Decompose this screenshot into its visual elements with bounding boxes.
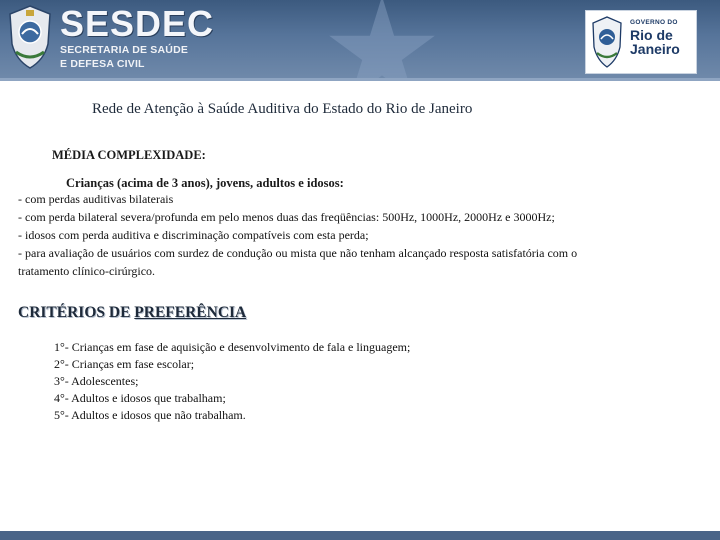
criteria-item: - com perda bilateral severa/profunda em pelo menos duas das freqüências: 500Hz, 1000Hz, 2000Hz e 3000Hz;	[18, 210, 555, 224]
criteria-item: tratamento clínico-cirúrgico.	[18, 264, 156, 278]
preference-item: 4°- Adultos e idosos que trabalham;	[54, 391, 226, 405]
brand-block	[60, 3, 215, 70]
brand-subtitle-line2: E DEFESA CIVIL	[60, 58, 145, 70]
preference-item: 2°- Crianças em fase escolar;	[54, 357, 195, 371]
footer-bar	[0, 531, 720, 540]
government-small-label: GOVERNO DO	[630, 19, 678, 26]
brand-subtitle-line1: SECRETARIA DE SAÚDE	[60, 44, 189, 56]
criteria-intro: Crianças (acima de 3 anos), jovens, adultos e idosos:	[66, 176, 344, 190]
government-name	[630, 28, 680, 56]
preference-item: 5°- Adultos e idosos que não trabalham.	[54, 408, 246, 422]
criteria-item: - idosos com perda auditiva e discriminação compatíveis com esta perda;	[18, 228, 369, 242]
criteria-list	[18, 190, 708, 280]
preference-list	[54, 339, 410, 424]
criteria-item: - com perdas auditivas bilaterais	[18, 192, 174, 206]
preference-item: 1°- Crianças em fase de aquisição e desenvolvimento de fala e linguagem;	[54, 340, 411, 354]
header-banner	[0, 0, 720, 78]
brand-title: SESDEC	[60, 3, 215, 44]
preference-item: 3°- Adolescentes;	[54, 374, 139, 388]
criteria-item: - para avaliação de usuários com surdez de condução ou mista que não tenham alcançado resposta satisfatória com o	[18, 246, 578, 260]
complexity-label: MÉDIA COMPLEXIDADE:	[52, 148, 206, 162]
state-seal-icon	[6, 4, 54, 70]
page-title: Rede de Atenção à Saúde Auditiva do Estado do Rio de Janeiro	[92, 101, 473, 117]
preference-heading-prefix: CRITÉRIOS DE	[18, 304, 135, 321]
preference-heading-underlined: PREFERÊNCIA	[134, 304, 247, 321]
government-emblem-icon	[590, 15, 624, 69]
government-name-line2: Janeiro	[630, 41, 680, 57]
star-watermark-icon	[322, 0, 442, 78]
header-divider	[0, 78, 720, 81]
preference-heading	[18, 304, 246, 322]
government-logo	[585, 10, 697, 74]
government-name-line1: Rio de	[630, 27, 673, 43]
